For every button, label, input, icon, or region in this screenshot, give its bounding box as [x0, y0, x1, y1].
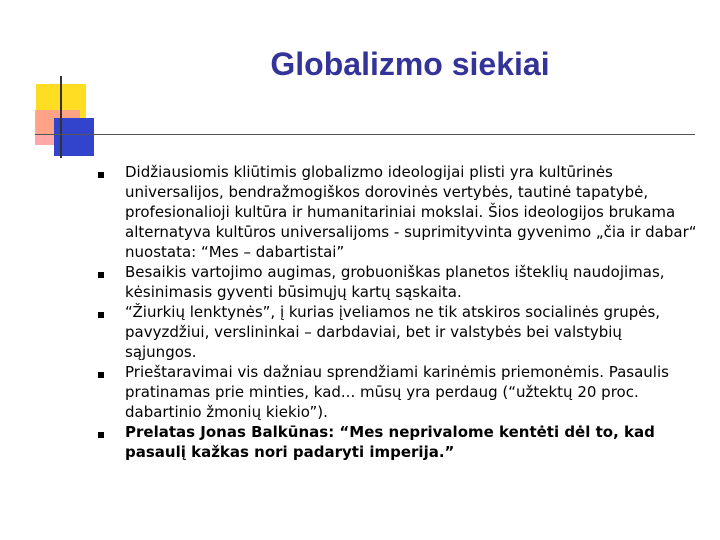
- bullet-item-4: [98, 362, 698, 422]
- bullet-text: Besaikis vartojimo augimas, grobuoniškas planetos išteklių naudojimas, kėsinimasis gyventi būsimųjų kartų sąskaita.: [125, 263, 665, 301]
- square-bullet-icon: [98, 432, 104, 438]
- bullet-text: Didžiausiomis kliūtimis globalizmo ideologijai plisti yra kultūrinės universalijos, bendražmogiškos dorovinės vertybės, tautinė tapatybė, profesionalioji kultūra ir humanitariniai mokslai. Šios ideologijos brukama alternatyva kultūros universalijoms - suprimityvinta gyvenimo „čia ir dabar“ nuostata: “Mes – dabartistai”: [125, 163, 697, 261]
- square-bullet-icon: [98, 312, 104, 318]
- square-bullet-icon: [98, 372, 104, 378]
- bullet-text: Prelatas Jonas Balkūnas: “Mes neprivalome kentėti dėl to, kad pasaulį kažkas nori padaryti imperija.”: [125, 423, 655, 461]
- bullet-item-5: [98, 422, 698, 462]
- bullet-text: “Žiurkių lenktynės”, į kurias įveliamos ne tik atskiros socialinės grupės, pavyzdžiui, verslininkai – darbdaviai, bet ir valstybės bei valstybių sąjungos.: [125, 303, 661, 361]
- square-bullet-icon: [98, 172, 104, 178]
- bullet-list: [98, 162, 698, 462]
- bullet-item-2: [98, 262, 698, 302]
- slide-title: Globalizmo siekiai: [270, 46, 550, 82]
- square-bullet-icon: [98, 272, 104, 278]
- title-divider-line: [35, 134, 695, 135]
- bullet-item-3: [98, 302, 698, 362]
- decorative-vertical-line: [60, 76, 62, 158]
- bullet-text: Prieštaravimai vis dažniau sprendžiami karinėmis priemonėmis. Pasaulis pratinamas prie minties, kad... mūsų yra perdaug (“užtektų 20 proc. dabartinio žmonių kiekio”).: [125, 363, 669, 421]
- bullet-item-1: [98, 162, 698, 262]
